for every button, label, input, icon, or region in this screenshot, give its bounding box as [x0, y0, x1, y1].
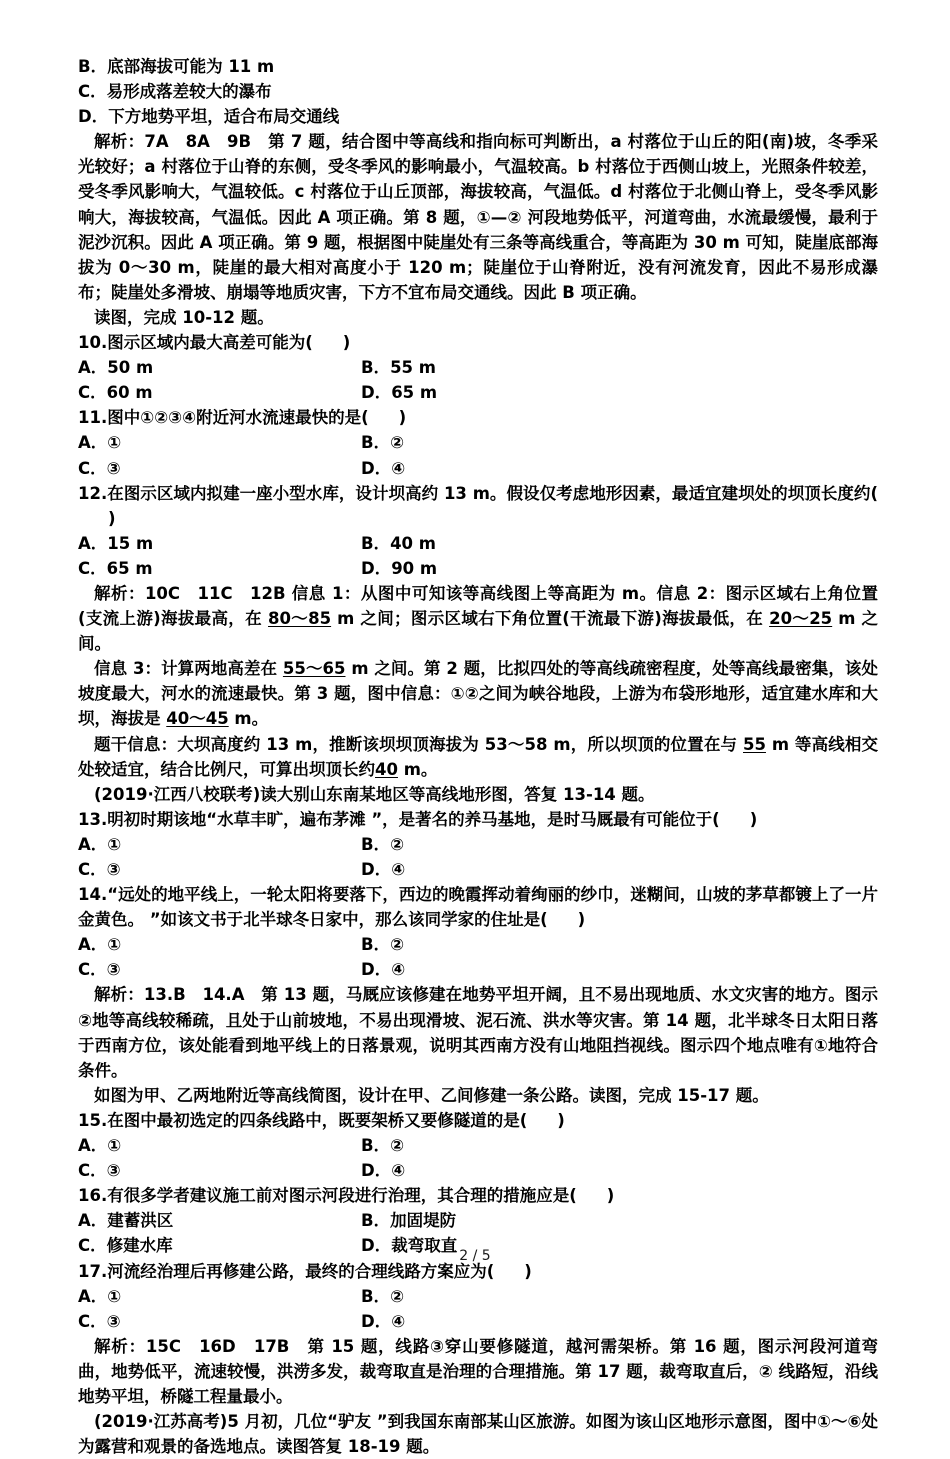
option-17-d[interactable]: D．④ — [361, 1311, 406, 1331]
option-14-b[interactable]: B．② — [361, 935, 405, 955]
question-17-text: 17.河流经治理后再修建公路，最终的合理线路方案应为( — [78, 1261, 495, 1281]
explanation-13-14: 解析：13.B 14.A 第 13 题，马厩应该修建在地势平坦开阔，且不易出现地质、水文灾害的地方。图示②地等高线较稀疏，且处于山前坡地，不易出现滑坡、泥石流、洪水等灾害。第 14 题，北半球冬日太阳日落于西南方位，该处能看到地平线上的日落景观，说明其西南方没有山地阻挡视线。图示四个地点唯有①地符合条件。 — [78, 985, 878, 1080]
question-11-options-2 — [78, 456, 878, 481]
option-12-b[interactable]: B．40 m — [361, 533, 436, 553]
question-10-text: 10.图示区域内最大高差可能为( — [78, 333, 313, 353]
option-11-d[interactable]: D．④ — [361, 458, 406, 478]
option-17-c[interactable]: C．③ — [78, 1311, 121, 1331]
option-11-b[interactable]: B．② — [361, 433, 405, 453]
explain-text: m。 — [397, 759, 438, 779]
option-d-top: D．下方地势平坦，适合布局交通线 — [78, 107, 340, 127]
explain-text: 题干信息：大坝高度约 13 m，推断该坝坝顶海拔为 53～58 m，所以坝顶的位置在与 — [94, 734, 743, 754]
explanation-10-11-12-part1 — [78, 581, 878, 656]
explanation-7-8-9: 解析：7A 8A 9B 第 7 题，结合图中等高线和指向标可判断出，a 村落位于山丘的阳(南)坡，冬季采光较好；a 村落位于山脊的东侧，受冬季风的影响最小，气温较高。b 村落位于西侧山坡上，光照条件较差，受冬季风影响大，气温较低。c 村落位于山丘顶部，海拔较高，气温低。d 村落位于北侧山脊上，受冬季风影响大，海拔较高，气温低。因此 A 项正确。第 8 题，①—② 河段地势低平，河道弯曲，水流最缓慢，最利于泥沙沉积。因此 A 项正确。第 9 题，根据图中陡崖处有三条等高线重合，等高距为 30 m 可知，陡崖底部海拔为 0～30 m，陡崖的最大相对高度小于 120 m；陡崖位于山脊附近，没有河流发育，因此不易形成瀑布；陡崖处多滑坡、崩塌等地质灾害，下方不宜布局交通线。因此 B 项正确。 — [78, 132, 878, 302]
explanation-15-16-17: 解析：15C 16D 17B 第 15 题，线路③穿山要修隧道，越河需架桥。第 16 题，图示河段河道弯曲，地势低平，流速较慢，洪涝多发，裁弯取直是治理的合理措施。第 17 题，裁弯取直后，② 线路短，沿线地势平坦，桥隧工程量最小。 — [78, 1336, 878, 1406]
question-14-tail: ) — [577, 910, 586, 930]
source-18-19: (2019·江苏高考)5 月初，几位“驴友 ”到我国东南部某山区旅游。如图为该山区地形示意图，图中①～⑥处为露营和观景的备选地点。读图答复 18-19 题。 — [78, 1412, 878, 1457]
question-10-options-2 — [78, 380, 878, 405]
explain-text: m 之间；图示区域右下角位置(干流最下游)海拔最低，在 — [331, 609, 770, 629]
option-15-c[interactable]: C．③ — [78, 1161, 121, 1181]
underlined-value-20-25: 20～25 — [769, 609, 833, 629]
underlined-value-40-45: 40～45 — [166, 709, 229, 729]
question-12-options — [78, 531, 878, 556]
question-13-stem: 13.明初时期该地“水草丰旷，遍布茅滩 ”，是著名的养马基地，是时马厩最有可能位于( ) — [78, 809, 758, 829]
question-10-stem: 10.图示区域内最大高差可能为( ) — [78, 333, 351, 353]
question-10-options — [78, 355, 878, 380]
option-16-c[interactable]: C．修建水库 — [78, 1236, 173, 1256]
question-15-options — [78, 1133, 878, 1158]
option-16-d[interactable]: D．裁弯取直 — [361, 1236, 458, 1256]
question-17-options — [78, 1284, 878, 1309]
option-12-c[interactable]: C．65 m — [78, 558, 153, 578]
question-12-stem — [78, 481, 878, 531]
question-17-stem: 17.河流经治理后再修建公路，最终的合理线路方案应为( ) — [78, 1261, 532, 1281]
question-17-options-2 — [78, 1309, 878, 1334]
underlined-value-55-65: 55～65 — [282, 659, 346, 679]
explain-text: 解析：10C 11C 12B 信息 1：从图中可知该等高线图上等高距为 m。信息 2：图示区域右上角位置(支流上游)海拔最高，在 — [78, 583, 878, 629]
option-12-d[interactable]: D．90 m — [361, 558, 438, 578]
question-12-tail: ) — [108, 508, 116, 528]
explain-text: m。 — [228, 709, 269, 729]
question-14-options-2 — [78, 957, 878, 982]
option-15-b[interactable]: B．② — [361, 1136, 405, 1156]
explain-text: m 之间。第 2 题，比拟四处的等高线疏密程度，处等高线最密集，该处坡度最大，河水的流速最快。第 3 题，图中信息：①②之间为峡谷地段，上游为布袋形地形，适宜建水库和大坝，海拔是 — [78, 659, 878, 729]
question-14-text: 14.“远处的地平线上，一轮太阳将要落下，西边的晚霞挥动着绚丽的纱巾，迷糊间，山坡的茅草都镀上了一片金黄色。 ”如该文书于北半球冬日家中，那么该同学家的住址是( — [78, 885, 878, 930]
question-13-text: 13.明初时期该地“水草丰旷，遍布茅滩 ”，是著名的养马基地，是时马厩最有可能位于( — [78, 809, 720, 829]
question-16-options — [78, 1208, 878, 1233]
question-14-options — [78, 932, 878, 957]
underlined-value-55: 55 — [743, 734, 766, 754]
option-10-d[interactable]: D．65 m — [361, 383, 438, 403]
option-14-a[interactable]: A．① — [78, 935, 122, 955]
option-16-b[interactable]: B．加固堤防 — [361, 1211, 457, 1231]
option-b-top: B．底部海拔可能为 11 m — [78, 57, 275, 76]
question-16-text: 16.有很多学者建议施工前对图示河段进行治理，其合理的措施应是( — [78, 1186, 577, 1206]
question-12-options-2 — [78, 556, 878, 581]
question-11-text: 11.图中①②③④附近河水流速最快的是( — [78, 408, 369, 428]
source-15-17: 如图为甲、乙两地附近等高线简图，设计在甲、乙间修建一条公路。读图，完成 15-17 题。 — [94, 1085, 769, 1105]
option-c-top: C．易形成落差较大的瀑布 — [78, 82, 272, 102]
option-16-a[interactable]: A．建蓄洪区 — [78, 1211, 174, 1231]
option-13-d[interactable]: D．④ — [361, 860, 406, 879]
question-15-stem: 15.在图中最初选定的四条线路中，既要架桥又要修隧道的是( ) — [78, 1110, 565, 1130]
question-15-options-2 — [78, 1158, 878, 1183]
option-17-a[interactable]: A．① — [78, 1286, 122, 1306]
option-10-a[interactable]: A．50 m — [78, 358, 154, 378]
question-11-stem: 11.图中①②③④附近河水流速最快的是( ) — [78, 408, 407, 428]
option-10-b[interactable]: B．55 m — [361, 358, 436, 378]
explain-text: m 之间。 — [78, 609, 878, 654]
explanation-10-11-12-part3 — [78, 732, 878, 782]
option-13-b[interactable]: B．② — [361, 834, 405, 854]
question-16-stem: 16.有很多学者建议施工前对图示河段进行治理，其合理的措施应是( ) — [78, 1186, 615, 1206]
option-17-b[interactable]: B．② — [361, 1286, 405, 1306]
question-13-options-2 — [78, 857, 878, 882]
option-15-a[interactable]: A．① — [78, 1136, 122, 1156]
underlined-value-40: 40 — [375, 759, 398, 779]
option-11-c[interactable]: C．③ — [78, 458, 121, 478]
question-12-text: 12.在图示区域内拟建一座小型水库，设计坝高约 13 m。假设仅考虑地形因素，最适宜建坝处的坝顶长度约( — [78, 483, 878, 503]
option-13-c[interactable]: C．③ — [78, 860, 121, 879]
question-13-options — [78, 832, 878, 857]
option-15-d[interactable]: D．④ — [361, 1161, 406, 1181]
question-14-stem — [78, 882, 878, 932]
explain-text: 信息 3：计算两地高差在 — [94, 659, 283, 679]
option-10-c[interactable]: C．60 m — [78, 383, 153, 403]
question-15-text: 15.在图中最初选定的四条线路中，既要架桥又要修隧道的是( — [78, 1110, 528, 1130]
option-11-a[interactable]: A．① — [78, 433, 122, 453]
question-11-options — [78, 430, 878, 455]
source-13-14: (2019·江西八校联考)读大别山东南某地区等高线地形图，答复 13-14 题。 — [94, 784, 655, 804]
instruction-10-12: 读图，完成 10-12 题。 — [94, 307, 274, 327]
option-14-c[interactable]: C．③ — [78, 960, 121, 980]
explain-text: m 等高线相交处较适宜，结合比例尺，可算出坝顶长约 — [78, 734, 878, 779]
option-13-a[interactable]: A．① — [78, 834, 122, 854]
explanation-10-11-12-part2 — [78, 656, 878, 731]
underlined-value-80-85: 80～85 — [268, 609, 332, 629]
option-12-a[interactable]: A．15 m — [78, 533, 154, 553]
option-14-d[interactable]: D．④ — [361, 960, 406, 980]
page-footer: 2 / 5 — [459, 1248, 491, 1264]
